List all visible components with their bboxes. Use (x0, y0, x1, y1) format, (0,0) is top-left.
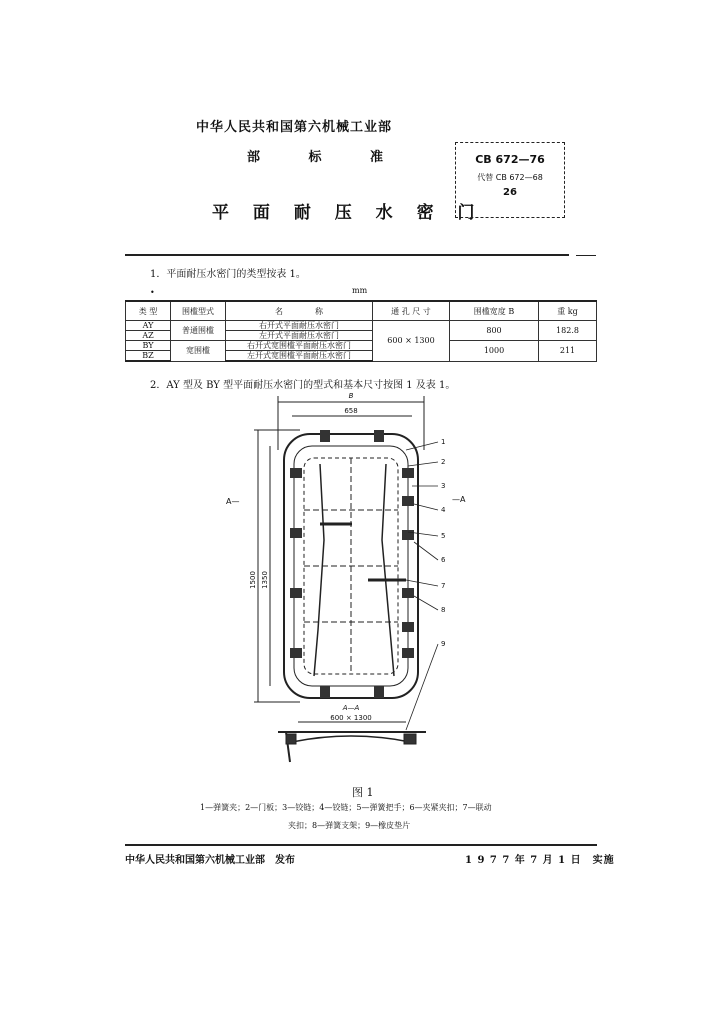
standard-code: CB 672—76 (475, 153, 545, 166)
dim-label-1500: 1500 (249, 571, 257, 589)
bullet-mark: • (150, 288, 155, 297)
dim-label-658: 658 (344, 407, 358, 415)
callout: 8 (441, 606, 446, 614)
cell-width: 1000 (450, 341, 539, 362)
section-mark-right: —A (452, 495, 466, 504)
cell-hole: 600 × 1300 (373, 321, 450, 362)
callout: 2 (441, 458, 446, 466)
hinge (402, 622, 414, 632)
cell-weight: 182.8 (539, 321, 597, 341)
table-row (126, 341, 597, 351)
table-row (126, 321, 597, 331)
section-title: A—A (342, 704, 360, 712)
cell-type: AY (126, 321, 171, 331)
figure-caption: 图 1 (352, 786, 374, 799)
cell-name: 左开式平面耐压水密门 (226, 331, 373, 341)
section-2-text: 2．AY 型及 BY 型平面耐压水密门的型式和基本尺寸按图 1 及表 1。 (150, 380, 456, 391)
callout: 3 (441, 482, 446, 490)
callout: 6 (441, 556, 446, 564)
clamp (402, 530, 414, 540)
document-title: 平 面 耐 压 水 密 门 (212, 203, 484, 223)
unit-label: mm (352, 286, 368, 295)
cell-type: BZ (126, 351, 171, 362)
cell-name: 左开式宽围槛平面耐压水密门 (226, 351, 373, 362)
callout: 5 (441, 532, 446, 540)
door-type-table (125, 300, 597, 362)
page-number: 26 (503, 187, 517, 198)
th-name: 名 称 (226, 301, 373, 321)
th-hole: 通 孔 尺 寸 (373, 301, 450, 321)
cell-type: AZ (126, 331, 171, 341)
clamp (290, 588, 302, 598)
th-type: 类 型 (126, 301, 171, 321)
dim-label-b: B (348, 392, 354, 400)
door-drawing (220, 390, 480, 780)
clamp (290, 528, 302, 538)
ministry-name: 中华人民共和国第六机械工业部 (196, 120, 393, 135)
cell-width: 800 (450, 321, 539, 341)
callout: 9 (441, 640, 446, 648)
cell-name: 右开式宽围槛平面耐压水密门 (226, 341, 373, 351)
section-dim: 600 × 1300 (330, 714, 372, 722)
clamp (320, 430, 330, 442)
clamp (402, 648, 414, 658)
clamp (374, 430, 384, 442)
th-width: 围槛宽度 B (450, 301, 539, 321)
section-1-text: 1．平面耐压水密门的类型按表 1。 (150, 269, 306, 280)
cell-name: 右开式平面耐压水密门 (226, 321, 373, 331)
figure-legend-line-2: 夹扣；8—弹簧支架；9—橡皮垫片 (288, 821, 411, 830)
header-rule (125, 254, 569, 256)
cell-sill: 宽围槛 (171, 341, 226, 362)
clamp (402, 588, 414, 598)
dim-label-1350: 1350 (261, 571, 269, 589)
clamp (320, 686, 330, 698)
section-mark-left: A— (226, 497, 240, 506)
clamp (374, 686, 384, 698)
standard-number-box (455, 142, 565, 218)
clamp (290, 468, 302, 478)
cell-weight: 211 (539, 341, 597, 362)
footer-rule (125, 844, 597, 846)
publisher: 中华人民共和国第六机械工业部 发布 (125, 855, 295, 866)
standard-type: 部 标 准 (247, 150, 406, 165)
cell-type: BY (126, 341, 171, 351)
header-rule-short (576, 255, 596, 256)
callout: 1 (441, 438, 446, 446)
th-weight: 重 kg (539, 301, 597, 321)
callout: 7 (441, 582, 446, 590)
cell-sill: 普通围槛 (171, 321, 226, 341)
th-sill: 围槛型式 (171, 301, 226, 321)
hinge (402, 496, 414, 506)
replaces-standard: 代替 CB 672—68 (477, 173, 543, 182)
clamp (290, 648, 302, 658)
callout: 4 (441, 506, 446, 514)
figure-legend-line-1: 1—弹簧夹；2—门板；3—铰链；4—铰链；5—弹簧把手；6—夹紧夹扣；7—联动 (200, 803, 492, 812)
clamp (402, 468, 414, 478)
effective-date: 1 9 7 7 年 7 月 1 日 实施 (465, 855, 615, 866)
